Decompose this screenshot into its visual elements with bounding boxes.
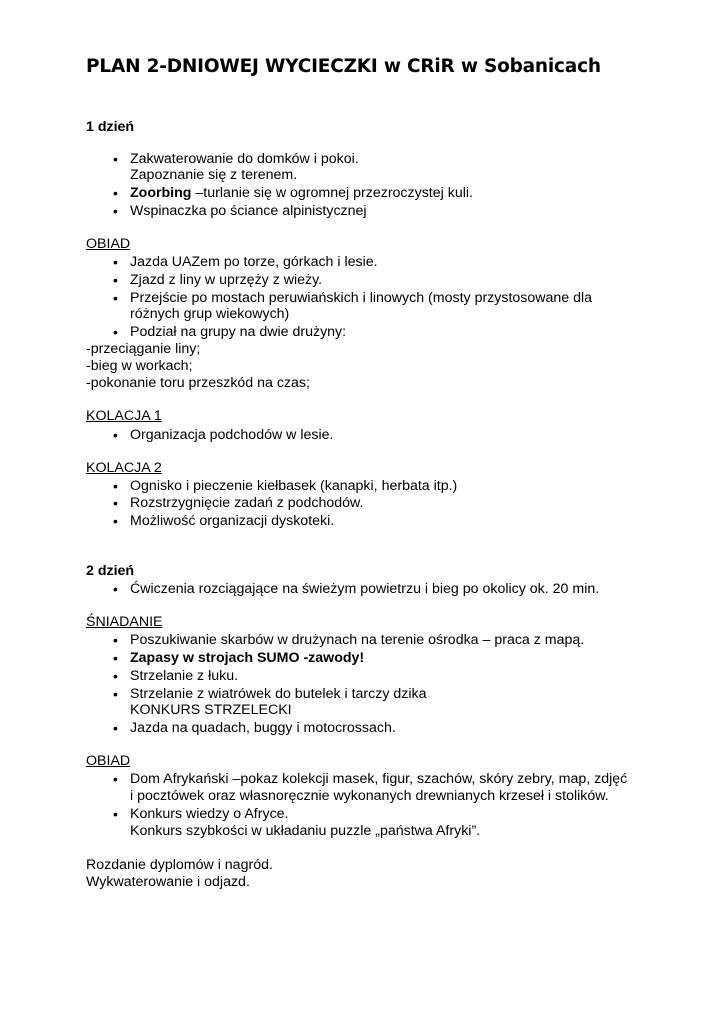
obiad1-heading: OBIAD bbox=[86, 236, 131, 252]
obiad1-item-4: Podział na grupy na dwie drużyny: bbox=[130, 324, 347, 340]
kolacja2-item-1: Ognisko i pieczenie kiełbasek (kanapki, herbata itp.) bbox=[130, 478, 458, 494]
kolacja2-item-3: Możliwość organizacji dyskoteki. bbox=[130, 513, 335, 529]
kolacja2-item-2: Rozstrzygnięcie zadań z podchodów. bbox=[130, 495, 364, 511]
obiad2-heading: OBIAD bbox=[86, 753, 131, 769]
sniadanie-item-5: Jazda na quadach, buggy i motocrossach. bbox=[130, 720, 396, 736]
bullet-icon: • bbox=[113, 668, 118, 684]
obiad1-item-3-line2: różnych grup wiekowych) bbox=[130, 306, 290, 322]
obiad2-item-1-line1: Dom Afrykański –pokaz kolekcji masek, figur, szachów, skóry zebry, map, zdjęć bbox=[130, 771, 628, 787]
obiad1-dash-3: -pokonanie toru przeszkód na czas; bbox=[86, 375, 310, 391]
bullet-icon: • bbox=[113, 185, 118, 201]
bullet-icon: • bbox=[113, 650, 118, 666]
bullet-icon: • bbox=[113, 427, 118, 443]
bullet-icon: • bbox=[113, 254, 118, 270]
bullet-icon: • bbox=[113, 771, 118, 787]
day1-item-3: Wspinaczka po ściance alpinistycznej bbox=[130, 203, 367, 219]
kolacja1-heading: KOLACJA 1 bbox=[86, 408, 162, 424]
obiad1-item-3-line1: Przejście po mostach peruwiańskich i linowych (mosty przystosowane dla bbox=[130, 290, 593, 306]
day1-heading: 1 dzień bbox=[86, 119, 135, 135]
closing-line-1: Rozdanie dyplomów i nagród. bbox=[86, 857, 273, 873]
sniadanie-item-2: Zapasy w strojach SUMO -zawody! bbox=[130, 650, 365, 666]
bullet-icon: • bbox=[113, 686, 118, 702]
day1-item-2 bbox=[130, 185, 473, 202]
bullet-icon: • bbox=[113, 581, 118, 597]
bullet-icon: • bbox=[113, 495, 118, 511]
bullet-icon: • bbox=[113, 272, 118, 288]
bullet-icon: • bbox=[113, 290, 118, 306]
kolacja2-heading: KOLACJA 2 bbox=[86, 460, 162, 476]
closing-line-2: Wykwaterowanie i odjazd. bbox=[86, 874, 250, 890]
sniadanie-item-1: Poszukiwanie skarbów w drużynach na terenie ośrodka – praca z mapą. bbox=[130, 632, 585, 648]
day1-item-1-line1: Zakwaterowanie do domków i pokoi. bbox=[130, 151, 359, 167]
day1-item-2-bold: Zoorbing bbox=[130, 185, 192, 201]
obiad1-item-1: Jazda UAZem po torze, górkach i lesie. bbox=[130, 254, 378, 270]
day2-heading: 2 dzień bbox=[86, 563, 135, 579]
sniadanie-item-4-line2: KONKURS STRZELECKI bbox=[130, 702, 292, 718]
sniadanie-item-4-line1: Strzelanie z wiatrówek do butelek i tarczy dzika bbox=[130, 686, 427, 702]
obiad1-dash-1: -przeciąganie liny; bbox=[86, 341, 201, 357]
obiad1-item-2: Zjazd z liny w uprzęży z wieży. bbox=[130, 272, 323, 288]
day1-item-2-rest: –turlanie się w ogromnej przezroczystej kuli. bbox=[191, 185, 473, 201]
obiad1-dash-2: -bieg w workach; bbox=[86, 358, 193, 374]
page-title: PLAN 2-DNIOWEJ WYCIECZKI w CRiR w Sobanicach bbox=[86, 56, 601, 77]
bullet-icon: • bbox=[113, 478, 118, 494]
obiad2-item-2-line1: Konkurs wiedzy o Afryce. bbox=[130, 806, 289, 822]
day1-item-1-line2: Zapoznanie się z terenem. bbox=[130, 167, 298, 183]
bullet-icon: • bbox=[113, 632, 118, 648]
bullet-icon: • bbox=[113, 203, 118, 219]
bullet-icon: • bbox=[113, 806, 118, 822]
day2-item-1: Ćwiczenia rozciągające na świeżym powietrzu i bieg po okolicy ok. 20 min. bbox=[130, 581, 600, 597]
obiad2-item-2-line2: Konkurs szybkości w układaniu puzzle „państwa Afryki”. bbox=[130, 823, 481, 839]
bullet-icon: • bbox=[113, 324, 118, 340]
obiad2-item-1-line2: i pocztówek oraz własnoręcznie wykonanych drewnianych krzeseł i stolików. bbox=[130, 788, 609, 804]
sniadanie-item-3: Strzelanie z łuku. bbox=[130, 668, 239, 684]
bullet-icon: • bbox=[113, 513, 118, 529]
sniadanie-heading: ŚNIADANIE bbox=[86, 614, 163, 630]
bullet-icon: • bbox=[113, 151, 118, 167]
bullet-icon: • bbox=[113, 720, 118, 736]
kolacja1-item-1: Organizacja podchodów w lesie. bbox=[130, 427, 334, 443]
